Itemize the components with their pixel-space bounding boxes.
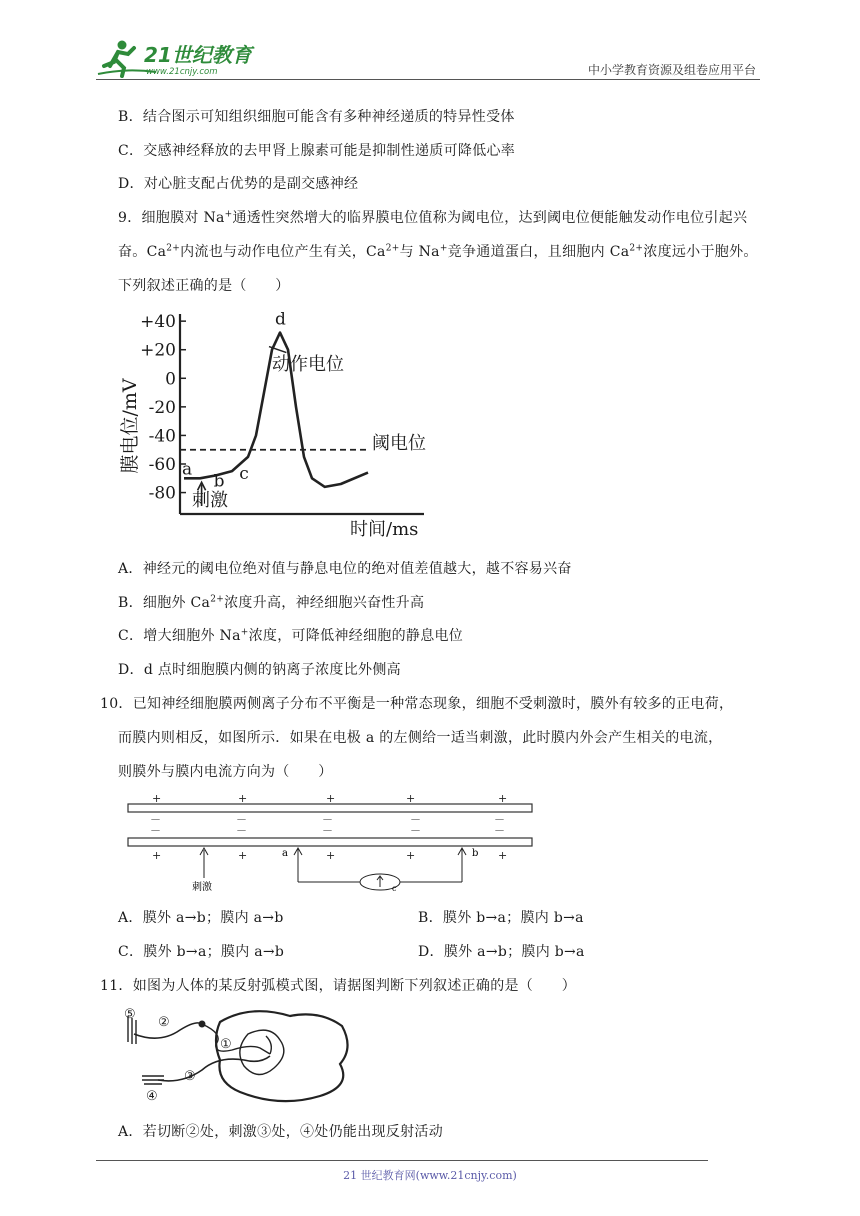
q10-stem-line2: 而膜内则相反，如图所示．如果在电极 a 的左侧给一适当刺激，此时膜内外会产生相关的电流， <box>118 730 723 746</box>
site-logo <box>96 36 256 80</box>
svg-text:+: + <box>238 792 248 805</box>
q10-option-c: C．膜外 b→a；膜内 a→b <box>118 944 285 960</box>
svg-text:+: + <box>152 849 162 862</box>
q10-option-a: A．膜外 a→b；膜内 a→b <box>118 910 284 926</box>
y-tick-label: +20 <box>140 340 176 361</box>
q9-option-b: B．细胞外 $Ca^{2+}$浓度升高，神经细胞兴奋性升高 <box>118 594 425 611</box>
label-5: ⑤ <box>124 1007 136 1022</box>
svg-text:c: c <box>392 884 397 892</box>
q9-stem-line1: 9．细胞膜对 Na+通透性突然增大的临界膜电位值称为阈电位，达到阈电位便能触发动作电位引起兴 <box>118 209 748 226</box>
electrode-a-label: a <box>282 848 288 859</box>
y-tick-label: -20 <box>148 397 176 418</box>
svg-text:+: + <box>498 792 508 805</box>
chart-ylabel: 膜电位/mV <box>119 378 141 474</box>
label-1: ① <box>220 1037 232 1052</box>
y-tick-label: +40 <box>140 312 176 333</box>
point-label-b: b <box>213 471 225 492</box>
chart-xlabel: 时间/ms <box>350 519 419 540</box>
point-label-a: a <box>182 459 193 480</box>
svg-text:－: － <box>236 813 247 826</box>
svg-text:+: + <box>326 849 336 862</box>
chart-stimulus-label: 刺激 <box>192 490 228 511</box>
svg-text:+: + <box>152 792 162 805</box>
y-tick-label: -80 <box>148 483 176 504</box>
svg-text:－: － <box>410 813 421 826</box>
logo-url: www.21cnjy.com <box>146 67 218 77</box>
q8-option-d: D．对心脏支配占优势的是副交感神经 <box>118 176 359 192</box>
y-tick-label: -40 <box>148 426 176 447</box>
efferent-nerve <box>158 1056 270 1081</box>
logo-text: 21世纪教育 <box>144 43 252 67</box>
q10-option-d: D．膜外 a→b；膜内 b→a <box>418 944 585 960</box>
q10-stem-line1: 10．已知神经细胞膜两侧离子分布不平衡是一种常态现象，细胞不受刺激时，膜外有较多的正电荷， <box>100 696 734 712</box>
svg-text:－: － <box>150 813 161 826</box>
header-divider <box>96 79 760 80</box>
footer-text: 21 世纪教育网(www.21cnjy.com) <box>343 1169 517 1182</box>
membrane-potential-chart <box>112 306 442 546</box>
svg-text:－: － <box>322 813 333 826</box>
membrane-diagram <box>124 792 540 892</box>
q9-option-a: A．神经元的阈电位绝对值与静息电位的绝对值差值越大，越不容易兴奋 <box>118 561 572 577</box>
chart-curve-label: 动作电位 <box>272 354 344 375</box>
q9-stem-line3: 下列叙述正确的是（ ） <box>118 278 290 294</box>
y-tick-label: 0 <box>165 369 176 390</box>
spinal-cord-outline <box>216 1011 348 1101</box>
svg-text:－: － <box>494 813 505 826</box>
gray-matter <box>240 1030 284 1074</box>
svg-text:－: － <box>410 824 421 837</box>
svg-text:－: － <box>236 824 247 837</box>
svg-text:－: － <box>322 824 333 837</box>
membrane-top <box>128 804 532 812</box>
svg-text:+: + <box>406 792 416 805</box>
electrode-b <box>458 848 466 882</box>
q9-option-d: D．d 点时细胞膜内侧的钠离子浓度比外侧高 <box>118 662 401 678</box>
chart-threshold-label: 阈电位 <box>372 433 426 454</box>
footer-divider <box>96 1160 708 1161</box>
svg-text:+: + <box>406 849 416 862</box>
point-label-d: d <box>275 309 286 330</box>
q9-option-c: C．增大细胞外 Na+浓度，可降低神经细胞的静息电位 <box>118 627 464 644</box>
q10-stem-line3: 则膜外与膜内电流方向为（ ） <box>118 764 333 780</box>
q10-option-b: B．膜外 b→a；膜内 b→a <box>418 910 584 926</box>
q11-stem: 11．如图为人体的某反射弧模式图，请据图判断下列叙述正确的是（ ） <box>100 978 577 994</box>
svg-text:－: － <box>494 824 505 837</box>
stimulus-label: 刺激 <box>192 882 212 892</box>
q8-option-c: C．交感神经释放的去甲肾上腺素可能是抑制性递质可降低心率 <box>118 143 516 159</box>
platform-name: 中小学教育资源及组卷应用平台 <box>587 63 756 77</box>
label-4: ④ <box>146 1089 158 1104</box>
electrode-b-label: b <box>472 848 479 859</box>
y-tick-label: -60 <box>148 455 176 475</box>
svg-text:+: + <box>238 849 248 862</box>
point-label-c: c <box>239 464 249 485</box>
q11-option-a: A．若切断②处，刺激③处，④处仍能出现反射活动 <box>118 1124 444 1140</box>
label-2: ② <box>158 1015 170 1030</box>
svg-text:+: + <box>498 849 508 862</box>
electrode-a <box>294 848 302 882</box>
svg-text:+: + <box>326 792 336 805</box>
membrane-bottom <box>128 838 532 846</box>
reflex-arc-diagram <box>120 1004 360 1108</box>
svg-text:－: － <box>150 824 161 837</box>
q8-option-b: B．结合图示可知组织细胞可能含有多种神经递质的特异性受体 <box>118 109 515 125</box>
q9-stem-line2: 奋。$Ca^{2+}$内流也与动作电位产生有关，$Ca^{2+}$与 Na+竞争通道蛋白，且细胞内 $Ca^{2+}$浓度远小于胞外。 <box>118 243 758 260</box>
label-3: ③ <box>184 1069 196 1084</box>
